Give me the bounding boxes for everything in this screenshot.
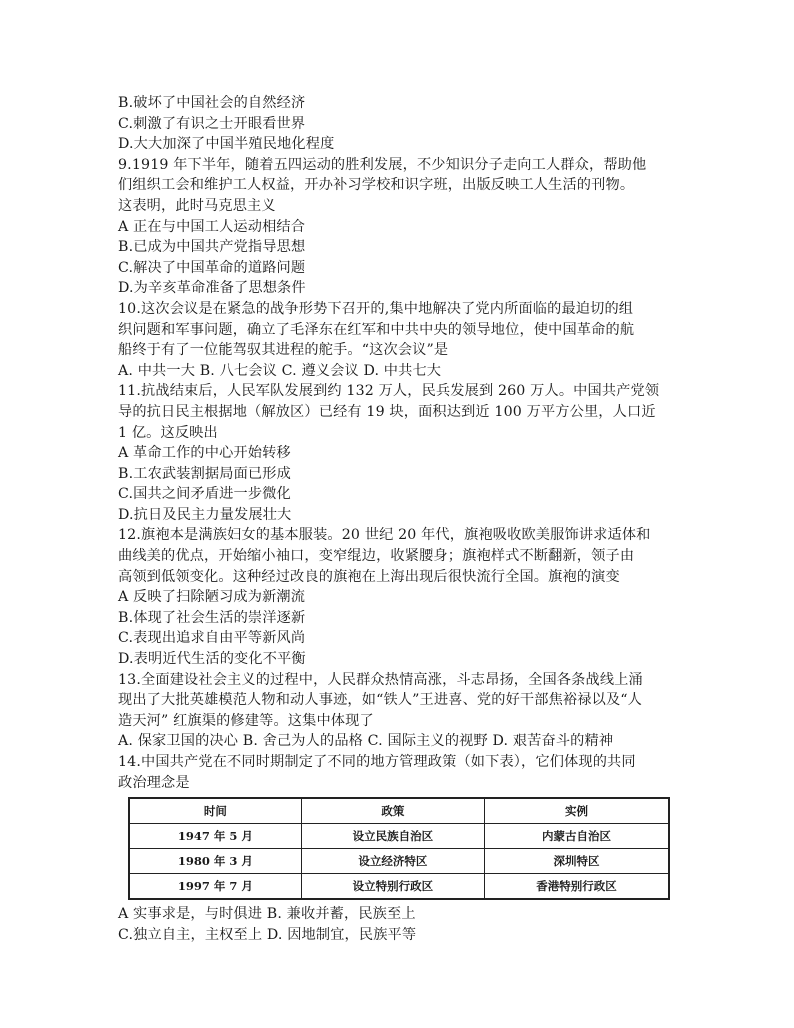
table-cell: 1947 年 5 月	[129, 824, 301, 849]
text-line: 造天河” 红旗渠的修建等。这集中体现了	[118, 712, 374, 729]
table-cell: 设立经济特区	[301, 849, 484, 874]
text-line: 政治理念是	[118, 774, 190, 791]
text-line: 11.抗战结束后，人民军队发展到约 132 万人，民兵发展到 260 万人。中国共产党领	[118, 383, 660, 400]
text-line: D.抗日及民主力量发展壮大	[118, 506, 292, 523]
table-header-cell: 政策	[301, 798, 484, 824]
table-cell: 设立特别行政区	[301, 874, 484, 900]
table-cell: 香港特别行政区	[485, 874, 669, 900]
text-line: A. 保家卫国的决心 B. 舍己为人的品格 C. 国际主义的视野 D. 艰苦奋斗的精神	[118, 733, 614, 750]
text-line: D.表明近代生活的变化不平衡	[118, 651, 306, 668]
table-row	[129, 849, 669, 874]
text-line: 这表明，此时马克思主义	[118, 197, 276, 214]
table-cell: 深圳特区	[485, 849, 669, 874]
text-line: C.表现出追求自由平等新风尚	[118, 630, 306, 647]
text-line: 13.全面建设社会主义的过程中，人民群众热情高涨，斗志昂扬，全国各条战线上涌	[118, 671, 643, 688]
text-line: A 革命工作的中心开始转移	[118, 445, 291, 462]
table-header-row	[129, 798, 669, 824]
text-line: 现出了大批英雄模范人物和动人事迹，如“铁人”王进喜、党的好干部焦裕禄以及“人	[118, 692, 643, 709]
table-row	[129, 824, 669, 849]
text-line: D.为辛亥革命准备了思想条件	[118, 280, 306, 297]
document-page	[118, 93, 678, 945]
table-row	[129, 874, 669, 900]
text-line: 10.这次会议是在紧急的战争形势下召开的,集中地解决了党内所面临的最迫切的组	[118, 300, 634, 317]
text-line: C.独立自主，主权至上 D. 因地制宜，民族平等	[118, 926, 417, 943]
text-line: A 正在与中国工人运动相结合	[118, 218, 306, 235]
text-line: 织问题和军事问题，确立了毛泽东在红军和中共中央的领导地位，使中国革命的航	[118, 321, 635, 338]
text-line: 曲线美的优点，开始缩小袖口，变窄绲边，收紧腰身；旗袍样式不断翻新，领子由	[118, 548, 635, 565]
answer-options-block	[118, 904, 678, 945]
policy-table	[128, 797, 670, 900]
text-line: D.大大加深了中国半殖民地化程度	[118, 136, 335, 153]
text-line: B.已成为中国共产党指导思想	[118, 239, 306, 256]
text-line: A. 中共一大 B. 八七会议 C. 遵义会议 D. 中共七大	[118, 362, 442, 379]
table-header-cell: 实例	[485, 798, 669, 824]
text-line: A 反映了扫除陋习成为新潮流	[118, 589, 306, 606]
text-line: B.体现了社会生活的崇洋逐新	[118, 609, 306, 626]
text-line: 导的抗日民主根据地（解放区）已经有 19 块，面积达到近 100 万平方公里，人口近	[118, 403, 656, 420]
table-cell: 1997 年 7 月	[129, 874, 301, 900]
table-header-cell: 时间	[129, 798, 301, 824]
table-cell: 内蒙古自治区	[485, 824, 669, 849]
text-line: 高领到低领变化。这种经过改良的旗袍在上海出现后很快流行全国。旗袍的演变	[118, 568, 620, 585]
text-line: 9.1919 年下半年，随着五四运动的胜利发展，不少知识分子走向工人群众，帮助他	[118, 156, 647, 173]
text-line: 14.中国共产党在不同时期制定了不同的地方管理政策（如下表），它们体现的共同	[118, 754, 636, 770]
text-line: B.破坏了中国社会的自然经济	[118, 95, 306, 111]
text-line: B.工农武装割据局面已形成	[118, 465, 291, 482]
text-line: 船终于有了一位能驾驭其进程的舵手。“这次会议”是	[118, 342, 449, 359]
text-line: 12.旗袍本是满族妇女的基本服装。20 世纪 20 年代，旗袍吸收欧美服饰讲求适体和	[118, 527, 651, 544]
text-line: C.国共之间矛盾进一步微化	[118, 486, 291, 503]
text-line: 1 亿。这反映出	[118, 424, 218, 441]
text-line: A 实事求是，与时俱进 B. 兼收并蓄，民族至上	[118, 906, 416, 923]
table-cell: 设立民族自治区	[301, 824, 484, 849]
text-line: C.解决了中国革命的道路问题	[118, 259, 306, 276]
text-line: C.刺激了有识之士开眼看世界	[118, 115, 306, 132]
question-text-block	[118, 93, 678, 793]
text-line: 们组织工会和维护工人权益，开办补习学校和识字班，出版反映工人生活的刊物。	[118, 177, 635, 194]
table-cell: 1980 年 3 月	[129, 849, 301, 874]
